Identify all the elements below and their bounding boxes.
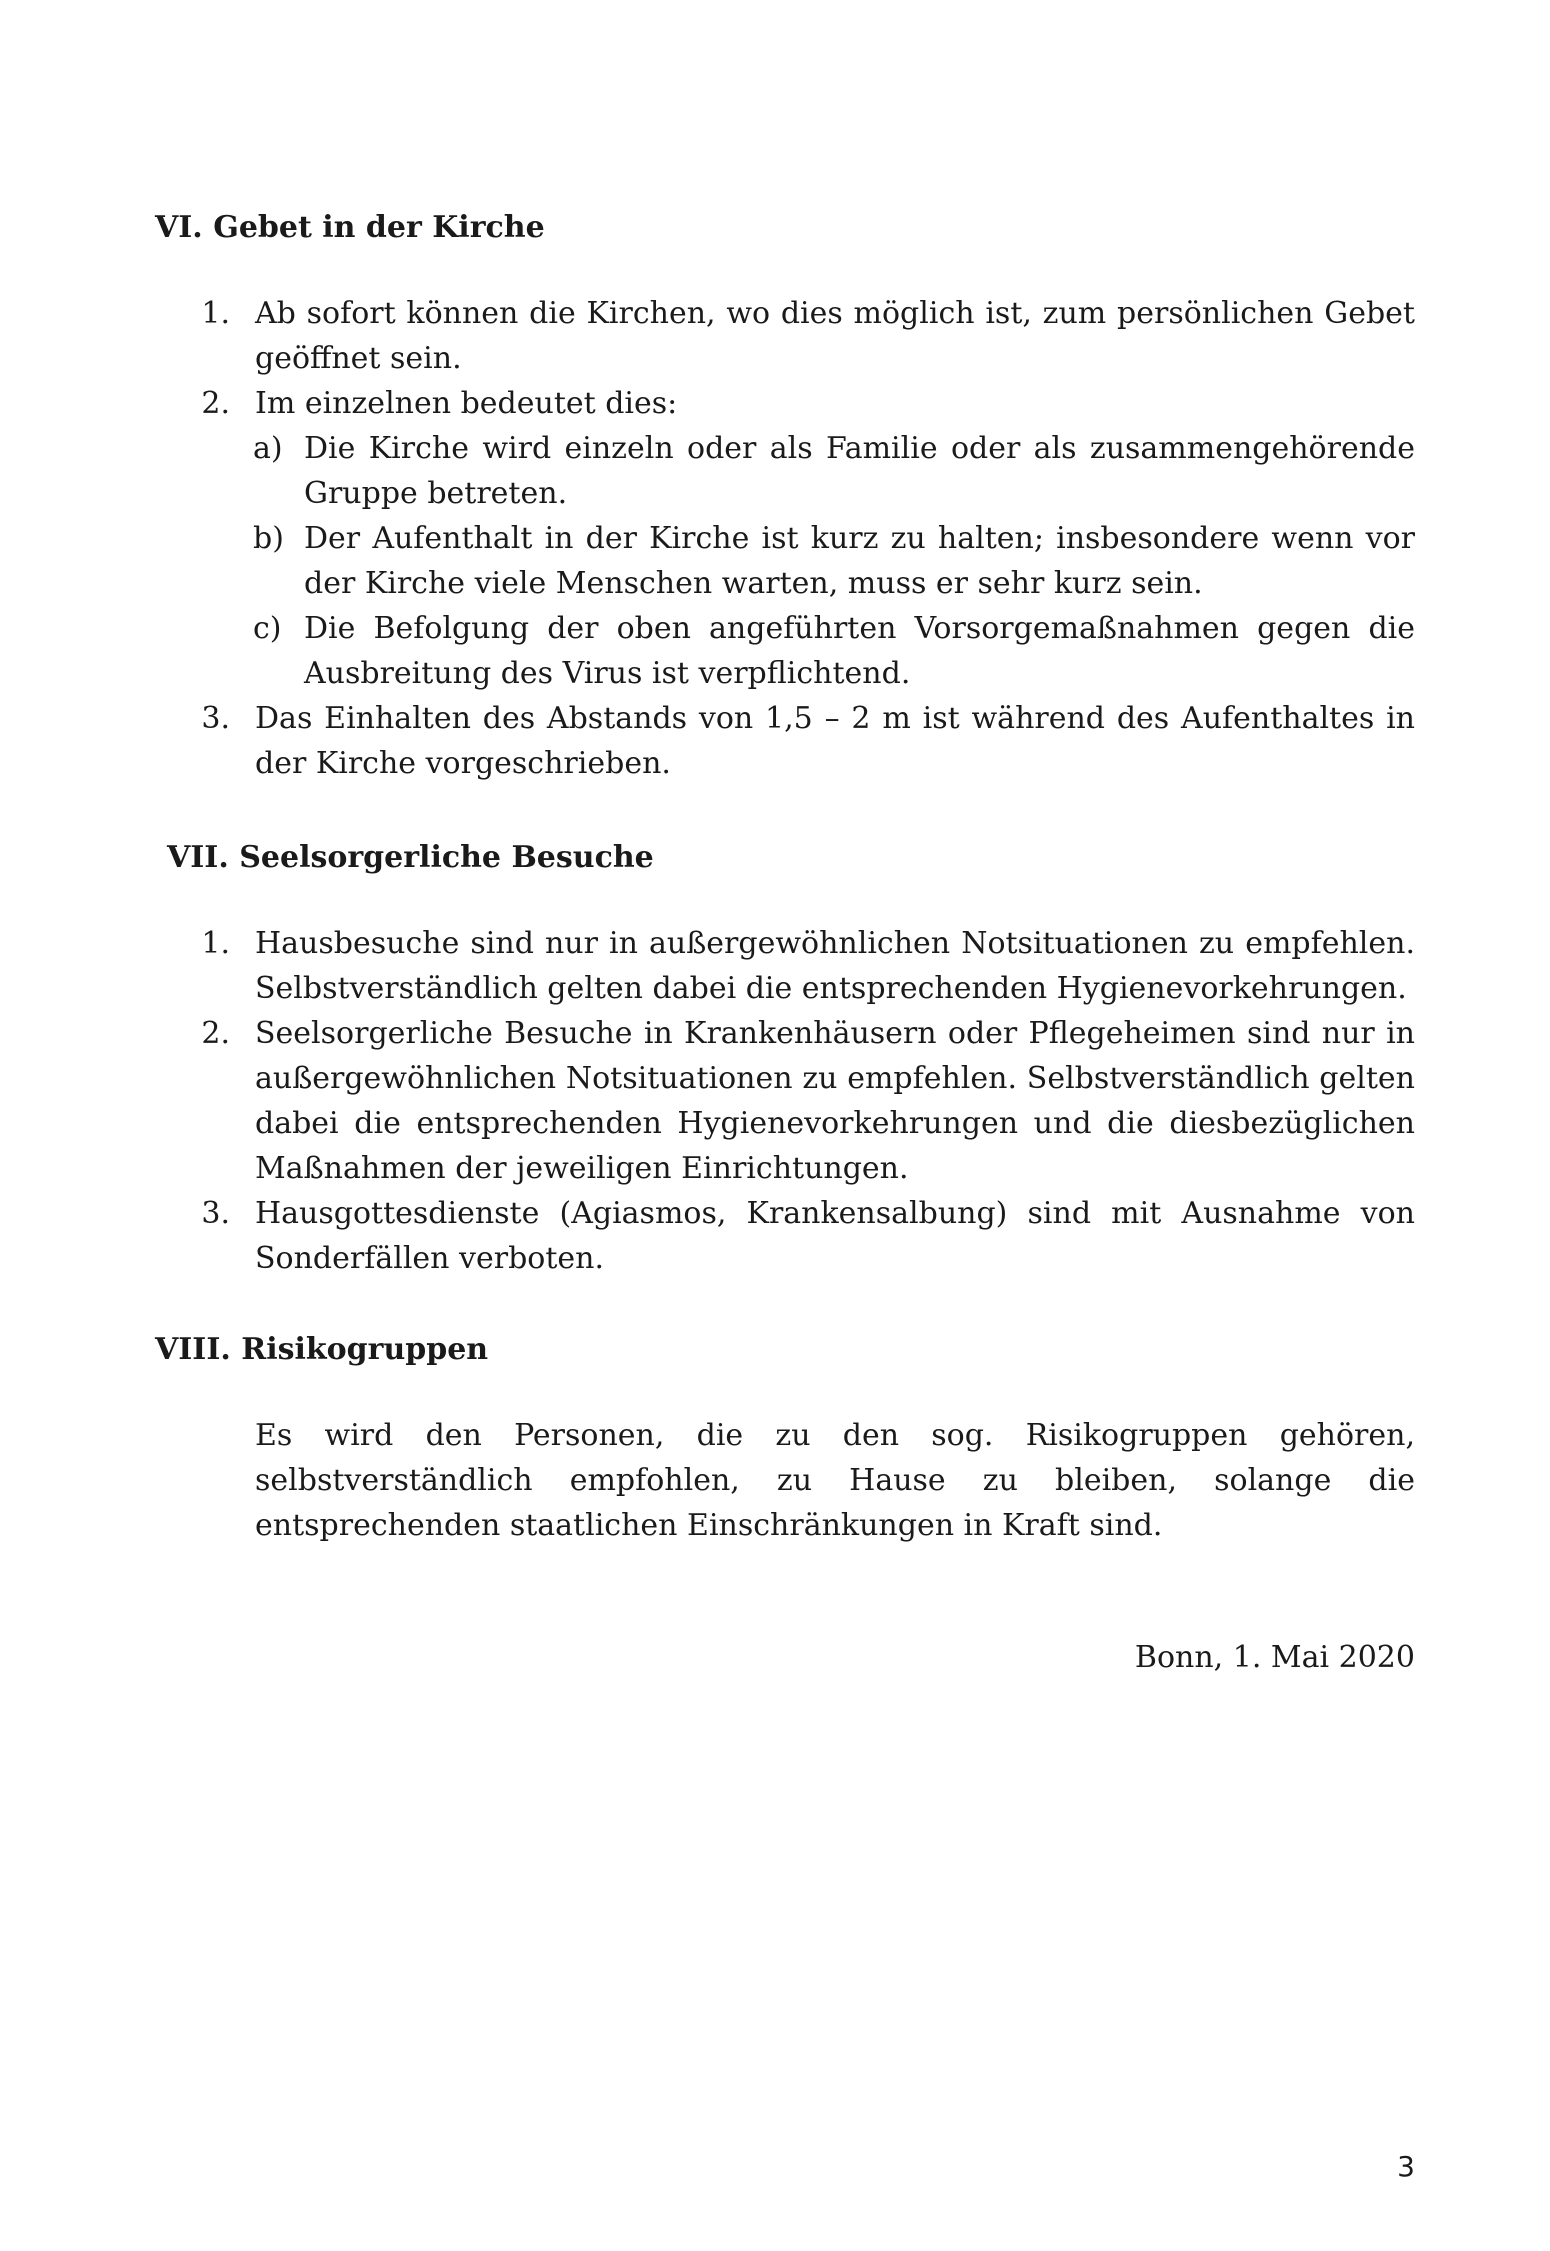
sublist-letter: b) [253, 521, 284, 556]
sublist-letter: a) [253, 431, 283, 466]
list-item-text: Im einzelnen bedeutet dies: [255, 386, 678, 421]
list-number: 3. [201, 1196, 230, 1231]
list-item-text: Das Einhalten des Abstands von 1,5 – 2 m ist während des Aufenthaltes in der Kirche vorgeschrieben. [255, 701, 1415, 781]
list-item-text: Seelsorgerliche Besuche in Krankenhäusern oder Pflegeheimen sind nur in außergewöhnlichen Notsituationen zu empfehlen. Selbstverständlich gelten dabei die entsprechenden Hygienevorkehrungen und die diesbezüglichen Maßnahmen der jeweiligen Einrichtungen. [255, 1016, 1415, 1186]
sublist-letter: c) [253, 611, 282, 646]
sublist-item-text: Die Kirche wird einzeln oder als Familie oder als zusammengehörende Gruppe betreten. [304, 431, 1415, 511]
list-number: 1. [201, 296, 230, 331]
list-item-text: Ab sofort können die Kirchen, wo dies möglich ist, zum persönlichen Gebet geöffnet sein. [255, 296, 1415, 376]
section-heading-vi: VI. Gebet in der Kirche [155, 210, 545, 245]
section-heading-vii: VII. Seelsorgerliche Besuche [167, 840, 654, 875]
sublist-item-text: Der Aufenthalt in der Kirche ist kurz zu halten; insbesondere wenn vor der Kirche viele Menschen warten, muss er sehr kurz sein. [304, 521, 1415, 601]
list-number: 3. [201, 701, 230, 736]
list-item-text: Hausbesuche sind nur in außergewöhnlichen Notsituationen zu empfehlen. Selbstverständlich gelten dabei die entsprechenden Hygienevorkehrungen. [255, 926, 1415, 1006]
list-item-text: Hausgottesdienste (Agiasmos, Krankensalbung) sind mit Ausnahme von Sonderfällen verboten. [255, 1196, 1415, 1276]
list-number: 1. [201, 926, 230, 961]
page-number: 3 [1397, 2150, 1415, 2183]
place-date: Bonn, 1. Mai 2020 [1134, 1640, 1415, 1675]
section-paragraph: Es wird den Personen, die zu den sog. Risikogruppen gehören, selbstverständlich empfohlen, zu Hause zu bleiben, solange die entsprechenden staatlichen Einschränkungen in Kraft sind. [255, 1418, 1415, 1543]
section-heading-viii: VIII. Risikogruppen [155, 1332, 489, 1367]
list-number: 2. [201, 1016, 230, 1051]
list-number: 2. [201, 386, 230, 421]
sublist-item-text: Die Befolgung der oben angeführten Vorsorgemaßnahmen gegen die Ausbreitung des Virus ist verpflichtend. [304, 611, 1415, 691]
